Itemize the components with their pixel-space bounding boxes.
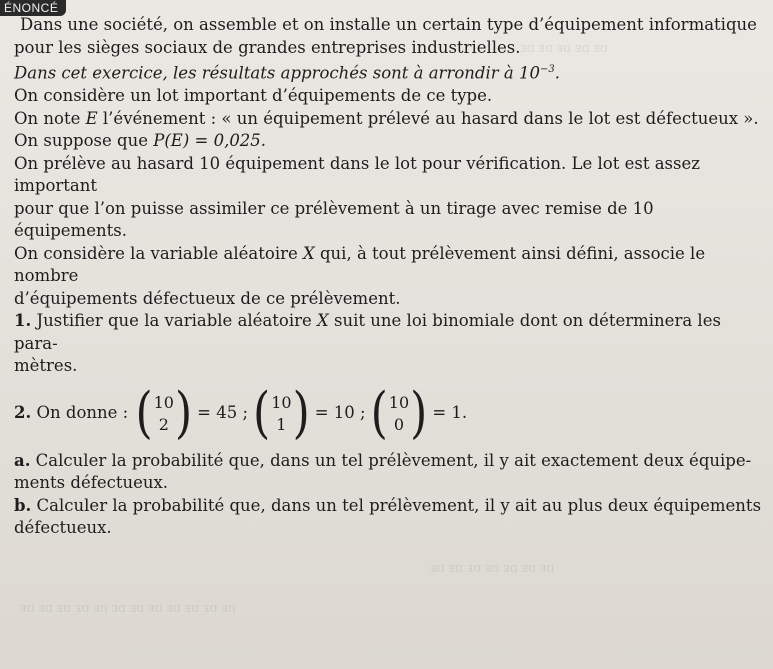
assumption-pre: On suppose que [14, 131, 154, 150]
binomial-n: 10 [153, 392, 174, 412]
question-2a-line-2: ments défectueux. [14, 473, 169, 492]
section-tag: ÉNONCÉ [0, 0, 66, 16]
binomial-stack [389, 392, 409, 436]
left-paren: ( [135, 381, 153, 445]
lot-statement: On considère un lot important d’équipements de ce type. [14, 86, 493, 105]
variable-x: X [303, 243, 315, 263]
event-variable: E [85, 108, 98, 128]
right-paren: ) [292, 381, 310, 445]
rounding-exponent: −3 [539, 64, 555, 75]
binomial-coefficient [370, 381, 428, 445]
binomial-k: 1 [276, 414, 287, 434]
rounding-instruction [14, 59, 764, 85]
intro-line-1: Dans une société, on assemble et on installe un certain type d’équipement informatique [20, 15, 757, 34]
show-through-text: ᴅᴇ ᴅᴇ ᴅᴇ ᴅᴇ ᴅᴇ [520, 40, 608, 56]
binomial-n: 10 [388, 392, 410, 412]
question-2a-line-1 [14, 450, 764, 473]
binomial-stack [271, 392, 291, 436]
binomial-coefficient [253, 381, 310, 445]
variable-pre: On considère la variable aléatoire [14, 243, 303, 263]
right-paren: ) [174, 381, 193, 445]
show-through-text: ᴅᴇ ᴅᴇ ᴅᴇ ᴅᴇ ᴅᴇ ᴅᴇ ᴅᴇ [430, 560, 555, 576]
question-1-pre: Justifier que la variable aléatoire [31, 311, 318, 330]
binomial-k: 0 [393, 414, 405, 434]
variable-definition-line-2: d’équipements défectueux de ce prélèvement. [14, 288, 401, 308]
rounding-text: Dans cet exercice, les résultats approchés sont à arrondir à 10 [14, 63, 540, 83]
variable-post: qui, à tout prélèvement ainsi défini, associe le nombre [14, 243, 706, 285]
question-2b-text: Calculer la probabilité que, dans un tel prélèvement, il y ait au plus deux équipements [31, 495, 762, 515]
rounding-end: . [554, 63, 560, 83]
question-2-intro: On donne : [31, 403, 134, 423]
question-1-post: suit une loi binomiale dont on déterminera les para- [14, 311, 721, 353]
binomial-n: 10 [271, 392, 292, 412]
question-2b-line-2: défectueux. [14, 518, 112, 537]
right-paren: ) [410, 381, 428, 445]
variable-definition-line-1 [14, 243, 764, 288]
event-post: l’événement : « un équipement prélevé au hasard dans le lot est défectueux ». [97, 108, 759, 128]
left-paren: ( [370, 381, 388, 445]
assumption-math: P(E) = 0,025. [153, 131, 267, 150]
question-2-given [14, 381, 764, 445]
left-paren: ( [253, 381, 271, 445]
sampling-line-2: pour que l’on puisse assimiler ce prélèvement à un tirage avec remise de 10 équipements. [14, 198, 654, 240]
question-1-line-2: mètres. [14, 356, 78, 375]
probability-assumption [14, 130, 764, 153]
question-2b-line-1 [14, 495, 764, 518]
binomial-result: = 45 ; [197, 403, 249, 423]
question-1-number: 1. [14, 311, 32, 330]
binomial-stack [154, 392, 174, 436]
binomial-coefficient [135, 381, 193, 445]
question-2a-number: a. [14, 450, 31, 470]
sampling-line-1: On prélève au hasard 10 équipement dans le lot pour vérification. Le lot est assez important [14, 153, 700, 195]
binomial-result: = 10 ; [314, 403, 366, 423]
question-2a-text: Calculer la probabilité que, dans un tel prélèvement, il y ait exactement deux équipe- [30, 450, 752, 470]
intro-line-2: pour les sièges sociaux de grandes entreprises industrielles. [14, 37, 521, 57]
question-1-line-1 [14, 310, 764, 355]
event-definition [14, 108, 764, 131]
binomial-k: 2 [158, 414, 169, 434]
binomial-result: = 1. [432, 403, 468, 423]
exercise-text [14, 14, 764, 540]
question-1-variable: X [317, 311, 329, 330]
question-2b-number: b. [14, 495, 32, 515]
show-through-text: ᴅᴇ ᴅᴇ ᴅᴇ ᴅᴇ ᴅᴇ ᴅᴇ ᴅᴇ ᴅᴇ ᴅᴇ ᴅᴇ ᴅᴇ ᴅᴇ [20, 600, 236, 616]
event-pre: On note [14, 108, 86, 128]
question-2-number: 2. [14, 403, 32, 423]
